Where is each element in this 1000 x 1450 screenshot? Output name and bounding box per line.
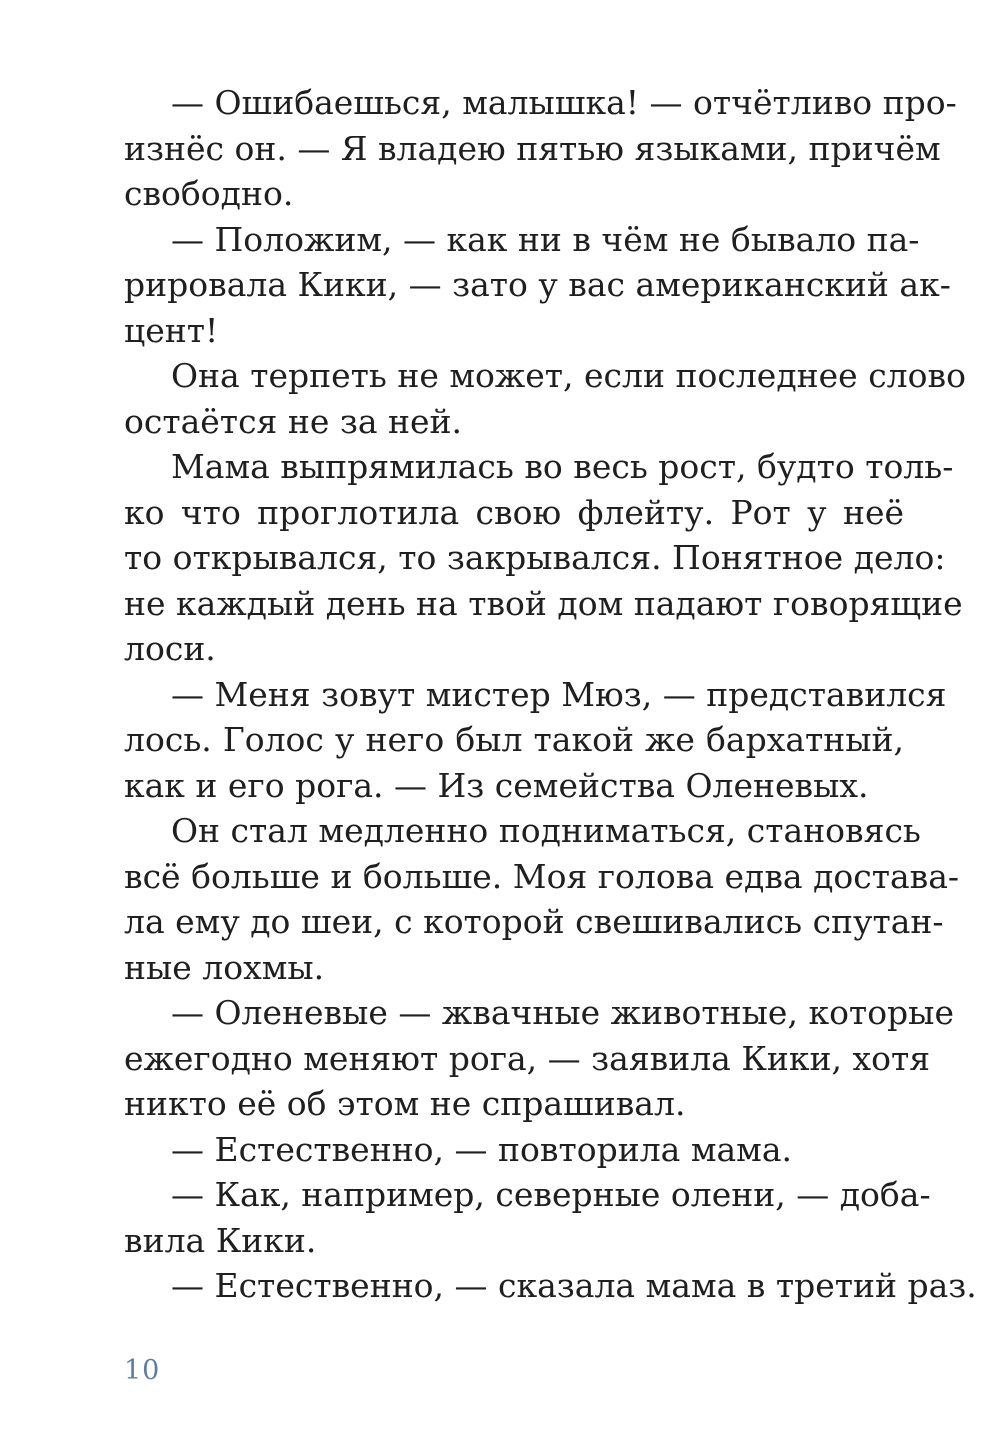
text-line: всё больше и больше. Моя голова едва достава- xyxy=(124,856,960,896)
paragraph xyxy=(124,672,947,809)
text-line: остаётся не за ней. xyxy=(124,401,463,441)
paragraph xyxy=(124,353,966,444)
body-text xyxy=(124,80,977,1309)
text-line: изнёс он. — Я владею пятью языками, причём xyxy=(124,128,941,168)
text-line: — Как, например, северные олени, — доба- xyxy=(171,1175,931,1214)
text-line: рировала Кики, — зато у вас американский ак- xyxy=(124,265,951,304)
paragraph xyxy=(124,217,951,354)
text-line: — Ошибаешься, малышка! — отчётливо про- xyxy=(171,83,957,122)
text-line: — Положим, — как ни в чём не бывало па- xyxy=(171,219,920,259)
text-line: не каждый день на твой дом падают говорящие xyxy=(124,583,963,623)
text-line: цент! xyxy=(124,310,219,350)
paragraph xyxy=(124,990,954,1127)
paragraph xyxy=(124,1127,904,1173)
text-line: — Меня зовут мистер Мюз, — представился xyxy=(171,674,947,714)
text-line: — Оленевые — жвачные животные, которые xyxy=(171,993,954,1032)
text-line: то открывался, то закрывался. Понятное дело: xyxy=(124,538,946,577)
page-number: 10 xyxy=(124,1355,161,1386)
text-line: как и его рога. — Из семейства Оленевых. xyxy=(124,765,869,805)
text-line: ные лохмы. xyxy=(124,947,325,987)
text-line: — Естественно, — повторила мама. xyxy=(171,1129,793,1169)
text-line: вила Кики. xyxy=(124,1220,317,1260)
paragraph xyxy=(124,80,957,217)
paragraph xyxy=(124,1172,931,1263)
paragraph xyxy=(124,808,960,990)
text-line: ежегодно меняют рога, — заявила Кики, хотя xyxy=(124,1038,931,1078)
text-line: свободно. xyxy=(124,174,294,213)
text-line: лоси. xyxy=(124,629,216,668)
text-line: лось. Голос у него был такой же бархатный, xyxy=(124,720,904,759)
text-line: ла ему до шеи, с которой свешивались спутан- xyxy=(124,902,944,941)
text-line: ко что проглотила свою флейту. Рот у неё xyxy=(124,492,904,532)
text-line: Мама выпрямилась во весь рост, будто толь- xyxy=(171,447,954,486)
text-line: никто её об этом не спрашивал. xyxy=(124,1084,686,1123)
text-line: Она терпеть не может, если последнее слово xyxy=(171,356,966,395)
paragraph xyxy=(124,444,963,672)
text-line: — Естественно, — сказала мама в третий раз. xyxy=(171,1266,977,1305)
text-line: Он стал медленно подниматься, становясь xyxy=(171,811,921,850)
paragraph xyxy=(124,1263,977,1309)
